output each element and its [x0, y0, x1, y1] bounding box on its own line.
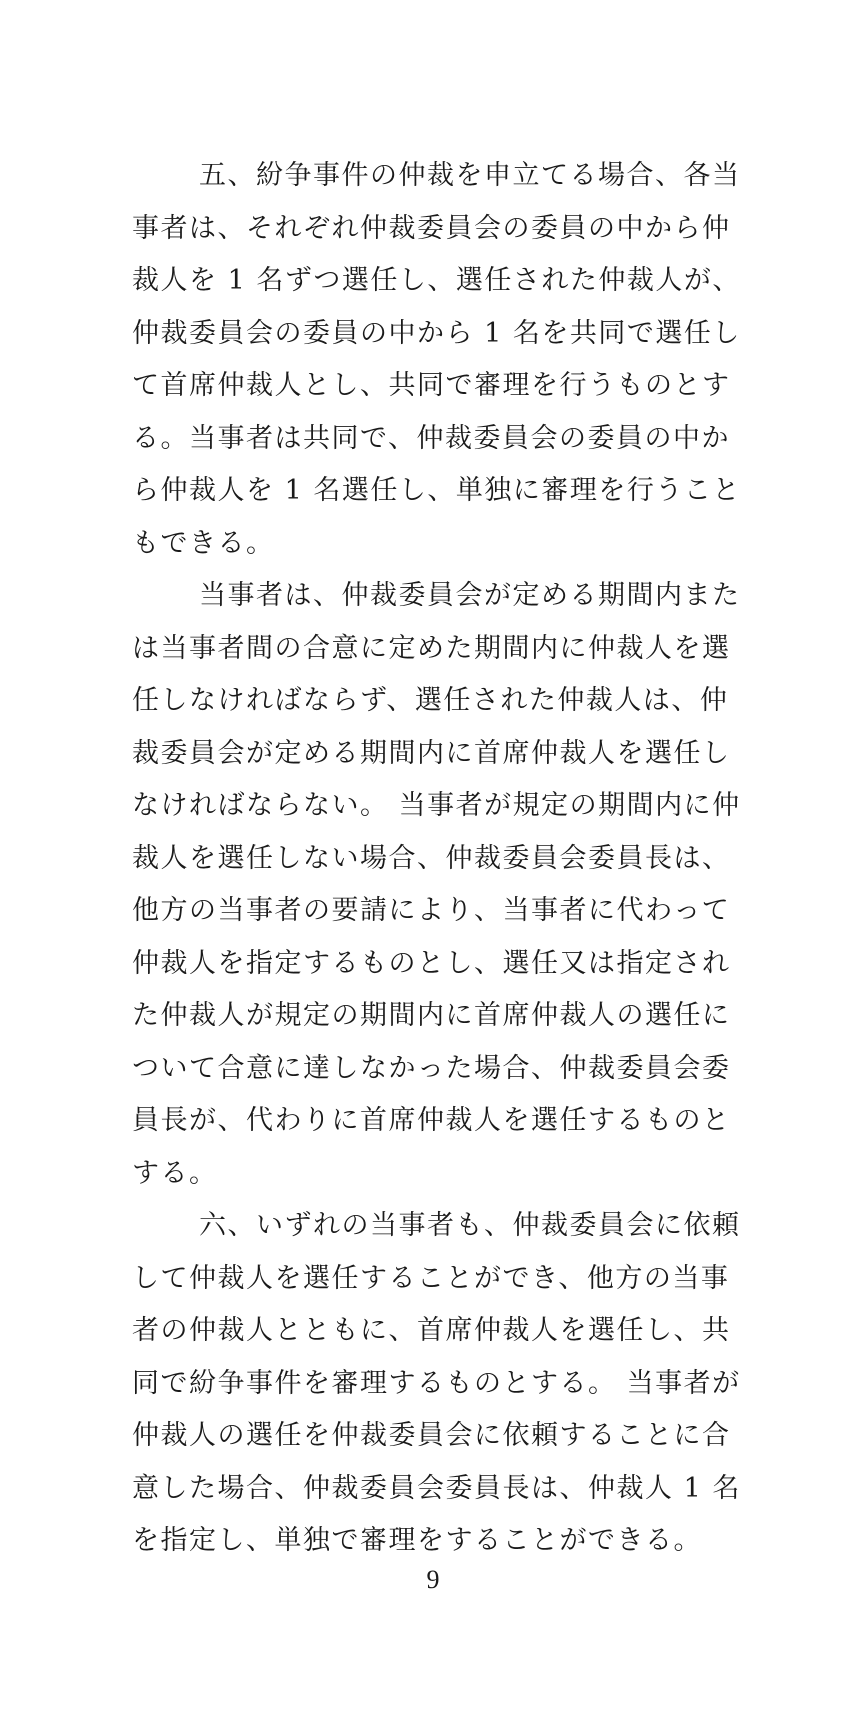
- text-line: 五、紛争事件の仲裁を申立てる場合、各当: [199, 160, 741, 191]
- text-line: もできる。: [132, 527, 275, 559]
- text-line: る。当事者は共同で、仲裁委員会の委員の中か: [132, 422, 730, 454]
- text-line: を指定し、単独で審理をすることができる。: [132, 1525, 702, 1556]
- text-line: 裁委員会が定める期間内に首席仲裁人を選任し: [132, 737, 731, 769]
- text-line: 裁人を選任しない場合、仲裁委員会委員長は、: [132, 842, 731, 874]
- text-line: ついて合意に達しなかった場合、仲裁委員会委: [132, 1052, 731, 1084]
- text-line: 意した場合、仲裁委員会委員長は、仲裁人 1 名: [132, 1472, 741, 1504]
- text-line: 員長が、代わりに首席仲裁人を選任するものと: [132, 1105, 731, 1136]
- text-line: ら仲裁人を 1 名選任し、単独に審理を行うこと: [132, 475, 741, 506]
- text-line: 事者は、それぞれ仲裁委員会の委員の中から仲: [132, 212, 731, 244]
- text-line: 当事者は、仲裁委員会が定める期間内また: [199, 580, 741, 611]
- text-line: 仲裁委員会の委員の中から 1 名を共同で選任し: [132, 317, 741, 349]
- text-line: 任しなければならず、選任された仲裁人は、仲: [132, 685, 729, 716]
- text-line: は当事者間の合意に定めた期間内に仲裁人を選: [132, 632, 731, 664]
- text-line: なければならない。 当事者が規定の期間内に仲: [132, 790, 741, 821]
- text-line: 仲裁人を指定するものとし、選任又は指定され: [132, 947, 731, 979]
- body-text: [132, 150, 741, 1568]
- text-line: する。: [132, 1157, 218, 1189]
- text-line: 裁人を 1 名ずつ選任し、選任された仲裁人が、: [132, 265, 741, 296]
- text-line: 者の仲裁人とともに、首席仲裁人を選任し、共: [132, 1315, 731, 1346]
- text-line: た仲裁人が規定の期間内に首席仲裁人の選任に: [132, 1000, 731, 1031]
- text-line: 六、いずれの当事者も、仲裁委員会に依頼: [199, 1210, 741, 1241]
- text-line: 同で紛争事件を審理するものとする。 当事者が: [132, 1367, 741, 1399]
- text-line: して仲裁人を選任することができ、他方の当事: [132, 1262, 730, 1294]
- text-line: 仲裁人の選任を仲裁委員会に依頼することに合: [132, 1420, 731, 1451]
- text-line: 他方の当事者の要請により、当事者に代わって: [132, 895, 731, 926]
- page-number: 9: [426, 1565, 440, 1594]
- text-line: て首席仲裁人とし、共同で審理を行うものとす: [132, 370, 731, 401]
